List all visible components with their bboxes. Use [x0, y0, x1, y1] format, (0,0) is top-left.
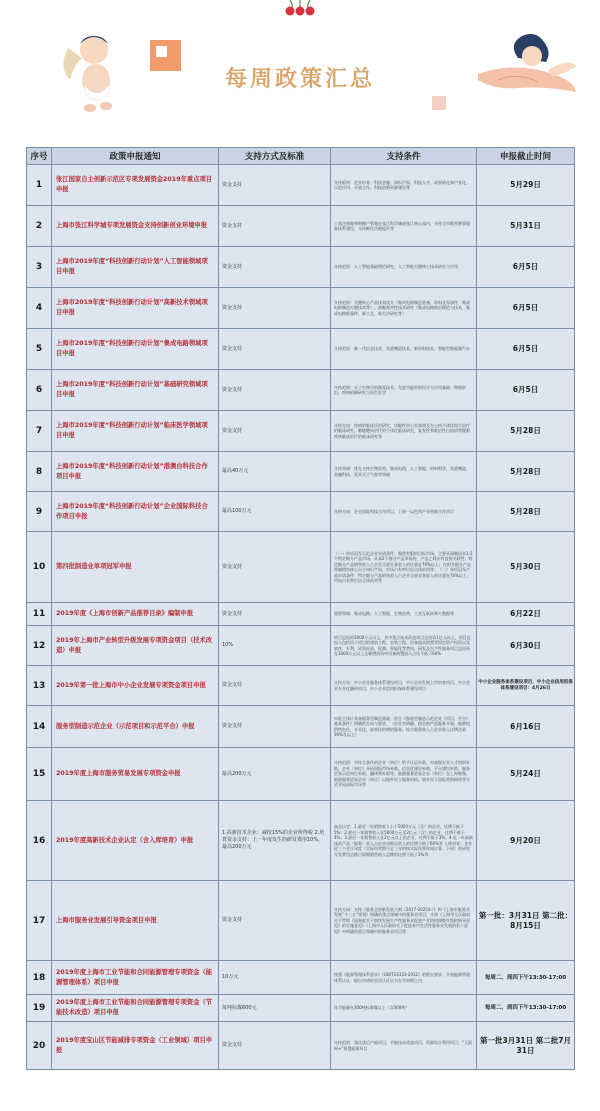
row-name-link[interactable]: 上海市2019年度“科技创新行动计划”临床医学领域项目申报 [52, 411, 219, 452]
row-conditions: 支持范围：人工智能基础理论研究，人工智能关键核心技术研究与应用 [331, 247, 477, 288]
table-row [27, 329, 575, 370]
row-name-link[interactable]: 2019年度宝山区节能减排专项资金（工业领域）项目申报 [52, 1022, 219, 1070]
table-row [27, 801, 575, 881]
row-no: 9 [27, 492, 52, 532]
table-row [27, 748, 575, 801]
table-row [27, 1022, 575, 1070]
row-no: 5 [27, 329, 52, 370]
row-conditions: 支持方向：企业国际科技合作项目，上海一以色列产业创新合作项目 [331, 492, 477, 532]
row-support: 资金支持 [219, 666, 331, 706]
row-name-link[interactable]: 2019年上海市产业转型升级发展专项资金项目（技术改造）申报 [52, 626, 219, 666]
row-conditions: 支持范围：关键核心产品技术攻关（集成电路制造装备，材料及零部件，集成电路制造关键技术等），前瞻和共性技术研究（集成电路前沿理论与技术，集成电路新器件，新工艺，新方法研究等） [331, 288, 477, 329]
table-row [27, 706, 575, 748]
table-row [27, 452, 575, 492]
row-deadline: 5月28日 [477, 452, 575, 492]
row-support: 1.高新技术企业：减按15%的企业所得税 2.培育资金支持：上一年度发生的研发费用10%，最高200万元 [219, 801, 331, 881]
row-deadline: 9月20日 [477, 801, 575, 881]
page-title: 每周政策汇总 [224, 67, 375, 92]
row-conditions: 按照《能源管理体系要求》（GB/T23331-2012）的相关要求，开展能源管理体系认证，提出申请时首次认证证书在有效期之内 [331, 961, 477, 995]
row-no: 16 [27, 801, 52, 881]
table-row [27, 961, 575, 995]
cherry-decoration-icon [276, 0, 324, 16]
row-deadline: 6月5日 [477, 288, 575, 329]
table-row [27, 370, 575, 411]
row-support: 资金支持 [219, 288, 331, 329]
table-row [27, 995, 575, 1022]
row-deadline: 6月16日 [477, 706, 575, 748]
row-no: 4 [27, 288, 52, 329]
row-deadline: 6月5日 [477, 329, 575, 370]
row-support: 资金支持 [219, 247, 331, 288]
row-deadline: 6月22日 [477, 603, 575, 626]
header-deadline: 申报截止时间 [477, 148, 575, 165]
row-support: 最高100万元 [219, 492, 331, 532]
row-conditions: 年节能量在300吨标准煤以上（含300吨） [331, 995, 477, 1022]
row-no: 7 [27, 411, 52, 452]
header-name: 政策申报通知 [52, 148, 219, 165]
row-conditions: 支持范围：淘汰落后产能项目，节能技术改造项目，资源综合利用项目，“互联网+”智慧能源项目 [331, 1022, 477, 1070]
row-name-link[interactable]: 2019年度上海市工业节能和合同能源管理专项资金（节能技术改造）项目申报 [52, 995, 219, 1022]
row-deadline: 每周二、周四下午13:30-17:00 [477, 995, 575, 1022]
table-row [27, 603, 575, 626]
row-conditions: 工商注册地和财税户管地在张江科学城或张江核心园内，支持全市联营赛事服务体系建设，支持孵化功能提升等 [331, 206, 477, 247]
table-row [27, 626, 575, 666]
row-deadline: 第一批3月31日 第二批7月31日 [477, 1022, 575, 1070]
row-conditions: 支持方向：疾病的临床诊治研究，功能性单心室衰竭及先心病个体化综合治疗的临床研究，肺癌靶向治疗的个体化临床研究，复发性和难治性白血病等疑难疾病临床治疗的临床研究等 [331, 411, 477, 452]
row-conditions: 支持范围：分子生物学机制及技术，先进功能材料设计与应用基础、物理前沿、疾病机制研究与再生医学 [331, 370, 477, 411]
table-header-row [27, 148, 575, 165]
table-row [27, 411, 575, 452]
row-support: 资金支持 [219, 329, 331, 370]
row-support: 最高200万元 [219, 748, 331, 801]
row-deadline: 5月24日 [477, 748, 575, 801]
row-support: 资金支持 [219, 881, 331, 961]
row-conditions: 重要领域：集成电路，人工智能，生物医药，工业互联网和大数据等 [331, 603, 477, 626]
row-deadline: 6月30日 [477, 626, 575, 666]
row-conditions: 支持范围：对符合条件的企业（单位）给予认证补助，中高级专业人才培训补助，企业（单位）开拓国际市场补助，信息化建设补助，平台建设补助，服务贸易示范单位补助，翻译费补助等，鼓励服务贸易企业（单位）在上海集聚，鼓励服务贸易企业（单位）以境外设立服务机构，境外设立国际营销网络等方式开拓国际市场等 [331, 748, 477, 801]
row-support: 资金支持 [219, 603, 331, 626]
row-name-link[interactable]: 2019年度上海市工业节能和合同能源管理专项资金（能源管理体系）项目申报 [52, 961, 219, 995]
table-row [27, 492, 575, 532]
row-name-link[interactable]: 上海市2019年度“科技创新行动计划”集成电路领域项目申报 [52, 329, 219, 370]
row-no: 10 [27, 532, 52, 603]
row-no: 17 [27, 881, 52, 961]
row-conditions: 支持板块：企业培育、科技金融、知识产权、科技人才、成果转化和产业化、示范应用、开放合作、科技创新资源建设等 [331, 165, 477, 206]
row-deadline: 5月30日 [477, 532, 575, 603]
row-support: 10% [219, 626, 331, 666]
row-name-link[interactable]: 2019年度《上海市创新产品推荐目录》编制申报 [52, 603, 219, 626]
table-row [27, 666, 575, 706]
header-no: 序号 [27, 148, 52, 165]
row-support: 资金支持 [219, 411, 331, 452]
row-no: 18 [27, 961, 52, 995]
row-support: 资金支持 [219, 206, 331, 247]
row-deadline: 6月5日 [477, 247, 575, 288]
row-conditions: 项目总投资2000万元以上，其中重点技术改造项目总投资1亿元以上，项目总投入包括用于项目的建筑工程、安装工程、设备器具购置等固定资产投资以及软件、专利、试验检验、检测、智能化等费用，研发及生产性服务项目总投资在1000万元以上且新增投资中设备购置投入占比不低于60% [331, 626, 477, 666]
row-deadline: 第一批：3月31日 第二批：8月15日 [477, 881, 575, 961]
row-deadline: 6月5日 [477, 370, 575, 411]
row-conditions: 申报主体应具备服务型制造基础，符合《服务型制造示范企业（项目，平台）基本条件》明确的方向与要求，（企业有明确、稳定的产品服务开展，能够提供特色化、专业化，高效化的增值服务，综合服务收入占企业收入比例达到30%及以上） [331, 706, 477, 748]
row-name-link[interactable]: 张江国家自主创新示范区专项发展资金2019年重点项目申报 [52, 165, 219, 206]
row-name-link[interactable]: 上海市2019年度“科技创新行动计划”人工智能领域项目申报 [52, 247, 219, 288]
header-support: 支持方式及标准 [219, 148, 331, 165]
row-deadline: 5月31日 [477, 206, 575, 247]
row-support: 每吨标煤600元 [219, 995, 331, 1022]
table-row [27, 165, 575, 206]
row-conditions: 支持范围：新一代信息技术，先进制造技术，新材料技术，智能型新能源汽车 [331, 329, 477, 370]
row-conditions: 支持领域：优先支持生物医药，集成电路，人工智能，材料科学，先进制造，金融科技，及其关于气象等领域 [331, 452, 477, 492]
row-name-link[interactable]: 上海市2019年度“科技创新行动计划”企业国际科技合作项目申报 [52, 492, 219, 532]
table-row [27, 532, 575, 603]
table-row [27, 247, 575, 288]
row-conditions: 支持方向：支持《服务全创新发展大纲（2017-2025年）》和《上海市服务业发展“十三五”规划》明确的重点领域中的服务业项目，支持《上海市人民政府关于贯彻《国务院关于加快发展生产性服务业促进产业结构调整升级的指导意见》的实施意见》《上海市人民政府关于促进本市生活性服务业发展的若干意见》中明确的重点领域中的服务业项目等 [331, 881, 477, 961]
row-no: 6 [27, 370, 52, 411]
row-no: 1 [27, 165, 52, 206]
row-deadline: 每周二、周四下午13:30-17:00 [477, 961, 575, 995]
row-deadline: 5月29日 [477, 165, 575, 206]
table-row [27, 288, 575, 329]
row-no: 12 [27, 626, 52, 666]
row-name-link[interactable]: 2019年度上海市服务贸易发展专项资金申报 [52, 748, 219, 801]
row-deadline: 5月28日 [477, 492, 575, 532]
row-name-link[interactable]: 上海市2019年度“科技创新行动计划”高新技术领域项目申报 [52, 288, 219, 329]
row-name-link[interactable]: 上海市张江科学城专项发展资金支持创新创业环境申报 [52, 206, 219, 247]
row-no: 2 [27, 206, 52, 247]
row-support: 最高40万元 [219, 452, 331, 492]
row-support: 10万元 [219, 961, 331, 995]
row-support: 资金支持 [219, 165, 331, 206]
header-conditions: 支持条件 [331, 148, 477, 165]
row-conditions: 高企认定：1.最近一年销售收入小于5000万元（含）的企业，比例不低于5%；2.最近一年销售收入在5000万元至2亿元（含）的企业，比例不低于4%；3.最近一年销售收入在2亿元以上的企业，比例不低于3%；4.近一年高新技术产品（服务）收入占企业同期总收入的比例不低于60%等 入库培育：企业近三个会计年度（实际经营期不足三年的按实际经营时间计算，下同）的研究开发费用总额占同期销售收入总额的比例不低于3%等 [331, 801, 477, 881]
row-no: 13 [27, 666, 52, 706]
row-no: 20 [27, 1022, 52, 1070]
row-name-link[interactable]: 上海市服务业发展引导资金项目申报 [52, 881, 219, 961]
row-no: 19 [27, 995, 52, 1022]
row-no: 8 [27, 452, 52, 492]
row-name-link[interactable]: 上海市2019年度“科技创新行动计划”港澳台科技合作项目申报 [52, 452, 219, 492]
row-name-link[interactable]: 2019年度高新技术企业认定（含入库培育）申报 [52, 801, 219, 881]
row-name-link[interactable]: 第四批制造业单项冠军申报 [52, 532, 219, 603]
row-no: 11 [27, 603, 52, 626]
row-no: 3 [27, 247, 52, 288]
policy-table [26, 147, 575, 1070]
row-name-link[interactable]: 服务型制造示范企业（示范项目和示范平台）申报 [52, 706, 219, 748]
row-support: 资金支持 [219, 706, 331, 748]
row-support: 资金支持 [219, 532, 331, 603]
row-name-link[interactable]: 2019年第一批上海市中小企业发展专项资金项目申报 [52, 666, 219, 706]
row-support: 资金支持 [219, 1022, 331, 1070]
pink-square-decoration [432, 96, 446, 110]
row-conditions: 支持方向：中小企业服务体系建设项目，中小企业发展上市培育项目，中小企业专业化融资项目，中小企业信用担保体系建设项目 [331, 666, 477, 706]
table-row [27, 206, 575, 247]
row-deadline: 中小企业服务体系建设项目，中小企业信用担保体系建设项目：4月26日 [477, 666, 575, 706]
row-no: 14 [27, 706, 52, 748]
row-name-link[interactable]: 上海市2019年度“科技创新行动计划”基础研究领域项目申报 [52, 370, 219, 411]
row-support: 资金支持 [219, 370, 331, 411]
table-row [27, 881, 575, 961]
row-deadline: 5月28日 [477, 411, 575, 452]
row-no: 15 [27, 748, 52, 801]
row-conditions: （一）单项冠军示范企业申请条件：聚焦有限的目标市场，主要从事制造业1-2个特定细分产品市场，从事2个细分产品市场的，产品之间应有直接关联性；特定细分产品销售收入占企业全部业务收入的比重在70%以上；在相关细分产品领域拥有核心自主知识产权，市场占有率位居全球前列等；（二）单项冠军产品申请条件：特定细分产品销售收入占企业全部业务收入的比重在70%以上，市场占有率位居全球前列等 [331, 532, 477, 603]
